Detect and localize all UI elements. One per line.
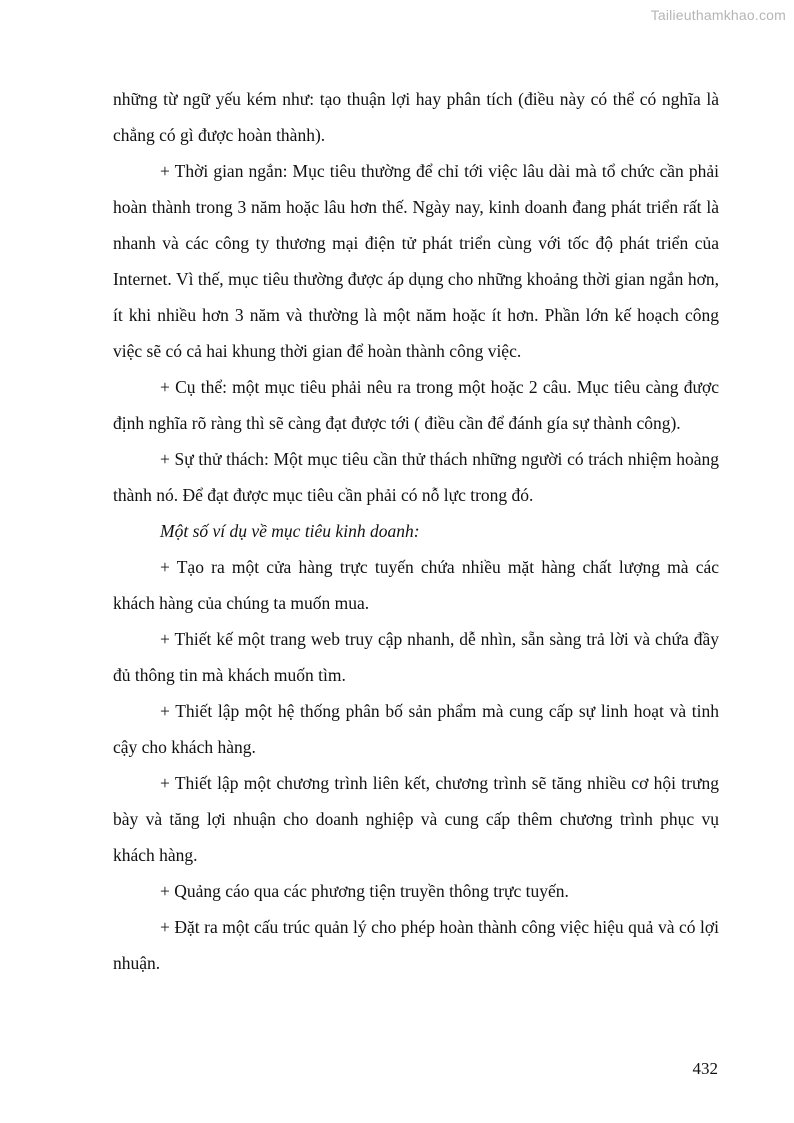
example-item-management: + Đặt ra một cấu trúc quản lý cho phép hoàn thành công việc hiệu quả và có lợi nhuận. — [113, 917, 719, 973]
paragraph-specific: + Cụ thể: một mục tiêu phải nêu ra trong một hoặc 2 câu. Mục tiêu càng được định nghĩa rõ ràng thì sẽ càng đạt được tới ( điều cần để đánh gía sự thành công). — [113, 377, 719, 433]
examples-heading: Một số ví dụ về mục tiêu kinh doanh: — [160, 521, 420, 541]
paragraph-continuation: những từ ngữ yếu kém như: tạo thuận lợi hay phân tích (điều này có thể có nghĩa là chẳng có gì được hoàn thành). — [113, 89, 719, 145]
example-item-online-store: + Tạo ra một cửa hàng trực tuyến chứa nhiều mặt hàng chất lượng mà các khách hàng của chúng ta muốn mua. — [113, 557, 719, 613]
example-item-advertising: + Quảng cáo qua các phương tiện truyền thông trực tuyến. — [160, 881, 569, 901]
paragraph-challenge: + Sự thử thách: Một mục tiêu cần thử thách những người có trách nhiệm hoàng thành nó. Để đạt được mục tiêu cần phải có nỗ lực trong đó. — [113, 449, 719, 505]
example-item-distribution: + Thiết lập một hệ thống phân bố sản phẩm mà cung cấp sự linh hoạt và tinh cậy cho khách hàng. — [113, 701, 719, 757]
document-body — [113, 81, 719, 981]
paragraph-short-time: + Thời gian ngắn: Mục tiêu thường để chỉ tới việc lâu dài mà tổ chức cần phải hoàn thành trong 3 năm hoặc lâu hơn thế. Ngày nay, kinh doanh đang phát triển rất là nhanh và các công ty thương mại điện tử phát triển cùng với tốc độ phát triển của Internet. Vì thế, mục tiêu thường được áp dụng cho những khoảng thời gian ngắn hơn, ít khi nhiều hơn 3 năm và thường là một năm hoặc ít hơn. Phần lớn kế hoạch công việc sẽ có cả hai khung thời gian để hoàn thành công việc. — [113, 161, 719, 361]
watermark: Tailieuthamkhao.com — [650, 7, 786, 23]
example-item-website: + Thiết kế một trang web truy cập nhanh, dễ nhìn, sẵn sàng trả lời và chứa đầy đủ thông tin mà khách muốn tìm. — [113, 629, 719, 685]
page-number: 432 — [692, 1059, 718, 1078]
example-item-affiliate: + Thiết lập một chương trình liên kết, chương trình sẽ tăng nhiều cơ hội trưng bày và tăng lợi nhuận cho doanh nghiệp và cung cấp thêm chương trình phục vụ khách hàng. — [113, 773, 719, 865]
